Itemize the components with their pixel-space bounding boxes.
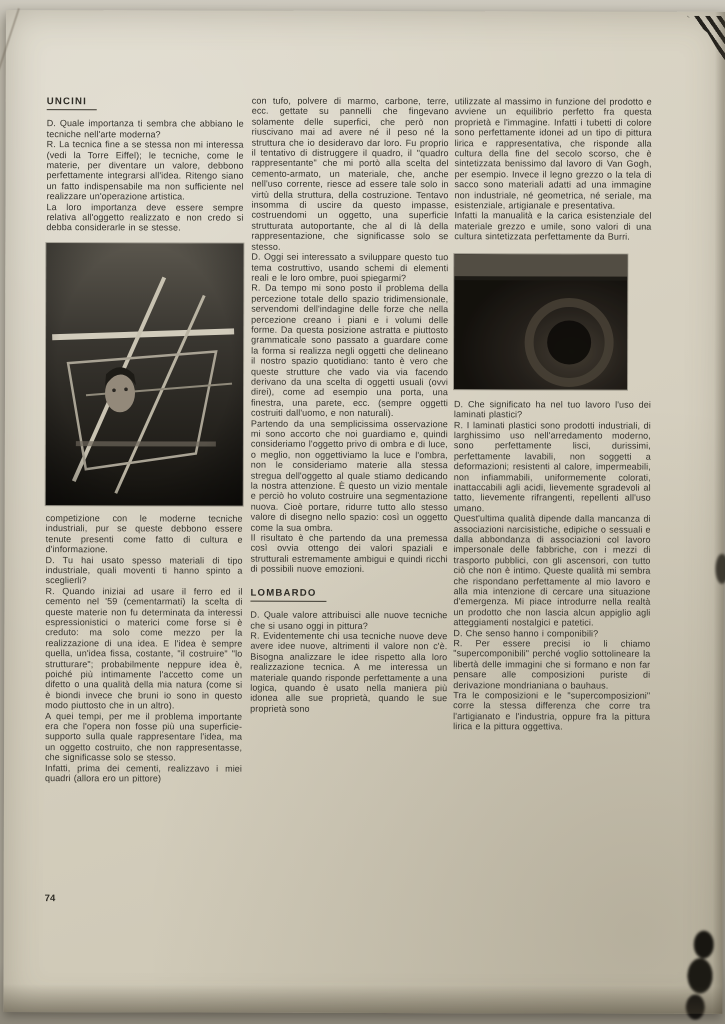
paragraph: D. Oggi sei interessato a sviluppare questo tuo tema costruttivo, usando schemi di elementi reali e le loro ombre, puoi spiegarmi? bbox=[251, 251, 449, 283]
column-middle bbox=[250, 96, 449, 715]
paragraph: Infatti la manualità e la carica esistenziale del materiale grezzo e umile, sono valori di una cultura sintetizzata perfettamente da Burri. bbox=[454, 210, 652, 242]
paragraph: competizione con le moderne tecniche industriali, pur se queste debbono essere tenute presenti come fatto di cultura e d'informazione. bbox=[45, 512, 243, 555]
paragraph: D. Quale importanza ti sembra che abbiano le tecniche nell'arte moderna? bbox=[46, 118, 244, 140]
paragraph: D. Quale valore attribuisci alle nuove tecniche che si usano oggi in pittura? bbox=[250, 609, 448, 631]
paragraph: La loro importanza deve essere sempre relativa all'oggetto realizzato e non credo si debba considerarle in se stesse. bbox=[46, 201, 244, 233]
section-heading-uncini: UNCINI bbox=[47, 97, 97, 111]
photo-illustration bbox=[46, 243, 244, 506]
paragraph: D. Tu hai usato spesso materiali di tipo industriale, quali moventi ti hanno spinto a sceglierli? bbox=[45, 554, 243, 586]
page-crease bbox=[0, 8, 20, 104]
section-heading-lombardo: LOMBARDO bbox=[250, 588, 326, 602]
paragraph: R. Da tempo mi sono posto il problema della percezione totale dello spazio tridimensionale, servendomi dell'indagine delle forze che nella percezione creano i piani e i volumi delle forme. Da questa posizione astratta e piuttosto grammaticale sono passato a guardare come la forma si realizza negli oggetti che delineano il nostro spazio quotidiano: tanto è vero che queste strutture che vado via via facendo derivano da una scelta di oggetti usuali (ovvi direi), come ad esempio una porta, una finestra, una parete, ecc. (sempre oggetti costruiti dall'uomo, e non naturali). bbox=[250, 282, 449, 419]
paragraph: Il risultato è che partendo da una premessa così ovvia ottengo dei valori spaziali e strutturali estremamente ambigui e quindi ricchi di possibili nuove emozioni. bbox=[250, 532, 448, 575]
page-bottom-shadow bbox=[3, 984, 722, 1014]
page-edge-shadow bbox=[712, 12, 725, 1014]
page-number: 74 bbox=[44, 893, 56, 905]
uncini-sculpture-photo bbox=[46, 243, 244, 506]
paragraph: D. Che senso hanno i componibili? bbox=[453, 627, 599, 639]
paragraph: R. La tecnica fine a se stessa non mi interessa (vedi la Torre Eiffel); le tecniche, come le materie, per diventare un valore, debbono perfettamente integrarsi all'idea. Ritengo siano un fatto indispensabile ma non sufficiente nel realizzare un'operazione artistica. bbox=[46, 139, 244, 202]
paragraph: Tra le composizioni e le "supercomposizioni" corre la stessa differenza che corre tra l'artigianato e l'industria, oppure fra la pittura lirica e la pittura oggettiva. bbox=[453, 690, 651, 732]
paragraph: R. Per essere precisi io li chiamo "supercomponibili" perché voglio sottolineare la libertà delle immagini che si formano e non far pensare alle composizioni puriste di derivazione mondrianiana o bauhaus. bbox=[453, 638, 651, 691]
paragraph: R. Quando iniziai ad usare il ferro ed il cemento nel '59 (cementarmati) la scelta di queste materie non fu determinata da interessi espressionistici o materici come forse si è creduto: ma solo come mezzo per la realizzazione di una idea. E l'idea è sempre quella, un'idea fissa, costante, "il costruire" "lo strutturare"; probabilmente neppure idea è, poiché più intimamente l'accetto come un difetto o una qualità della mia natura (come si è biondi invece che bruni io sono in questo modo piuttosto che in un altro). bbox=[45, 585, 243, 711]
paragraph: Infatti, prima dei cementi, realizzavo i miei quadri (allora ero un pittore) bbox=[44, 762, 243, 784]
paragraph: R. I laminati plastici sono prodotti industriali, di larghissimo uso nell'arredamento moderno, sono perfettamente lisci, durissimi, perfettamente lavabili, non soggetti a deformazioni; resistenti al calore, impermeabili, non infiammabili, uniformemente colorati, inattaccabili agli acidi, lievemente sgradevoli al tatto, lievemente rifrangenti, repellenti all'uso umano. bbox=[453, 419, 651, 514]
paragraph: Quest'ultima qualità dipende dalla mancanza di associazioni narcisistiche, edipiche o sessuali e dalla abbondanza di associazioni col lavoro impersonale delle fabbriche, con i mezzi di trasporto pubblici, con gli ascensori, con tutto ciò che non è intimo. Queste qualità mi sembra che rispondano perfettamente al mio lavoro e alla mia intenzione di cercare una situazione d'emergenza. Mi piace introdurre nella realtà un prodotto che non lascia alcun appiglio agli atteggiamenti nostalgici e patetici. bbox=[453, 513, 651, 628]
paragraph: R. Evidentemente chi usa tecniche nuove deve avere idee nuove, altrimenti il valore non c'è. Bisogna analizzare le idee rispetto alla loro realizzazione tecnica. A me interessa un materiale quando risponde perfettamente a una logica, quando è usato nella maniera più idonea alle sue proprietà, quando le sue proprietà sono bbox=[250, 630, 448, 714]
paragraph: Partendo da una semplicissima osservazione mi sono accorto che noi guardiamo e, quindi consideriamo l'oggetto privo di ombra e di luce, o meglio, non oggettiviamo la luce e l'ombra, non le consideriamo materie alla stessa stregua dell'oggetto al quale stiamo dedicando la nostra attenzione. È questo un vizio mentale e perciò ho voluto costruire una segmentazione nuova. Cioè portare, ridurre tutto allo stesso valore di disegno nello spazio: così un oggetto come la sua ombra. bbox=[250, 418, 448, 533]
lombardo-artwork-photo bbox=[454, 254, 627, 389]
paragraph: A quei tempi, per me il problema importante era che l'opera non fosse più una superficie-supporto sulla quale rappresentare l'idea, ma un oggetto costruito, che non rappresentasse, che significasse solo se stesso. bbox=[45, 710, 243, 763]
paragraph: utilizzate al massimo in funzione del prodotto e avviene un equilibrio perfetto fra questa proprietà e l'immagine. Infatti i tubetti di colore sono perfettamente idonei ad un tipo di pittura lirica e rappresentativa, che risponde alla cultura della fine del secolo scorso, che è sintetizzata benissimo dal lavoro di Van Gogh, per esempio. Invece il legno grezzo o la tela di sacco sono materiali adatti ad una immagine non industriale, né geometrica, né seriale, ma esistenziale, artigianale e presentativa. bbox=[454, 96, 652, 211]
column-left bbox=[45, 96, 244, 784]
column-right bbox=[453, 96, 652, 732]
photo-illustration bbox=[454, 254, 627, 389]
magazine-page bbox=[3, 10, 725, 1014]
paragraph: D. Che significato ha nel tuo lavoro l'uso dei laminati plastici? bbox=[453, 398, 651, 420]
paragraph: con tufo, polvere di marmo, carbone, terre, ecc. gettate su pannelli che fingevano solamente delle superfici, che però non riuscivano mai ad avere né il peso né la struttura che io desideravo dar loro. Fu proprio il tentativo di distruggere il quadro, il "quadro rappresentante" che mi portò alla scelta del cemento-armato, un materiale, che, anche nell'uso corrente, riesce ad essere tale solo in virtù della struttura, della costruzione. Tentavo insomma di uscire da questo impasse, costruendomi un oggetto, una superficie strutturata autoportante, che al di là della rappresentazione, che significasse solo se stesso. bbox=[251, 95, 449, 252]
